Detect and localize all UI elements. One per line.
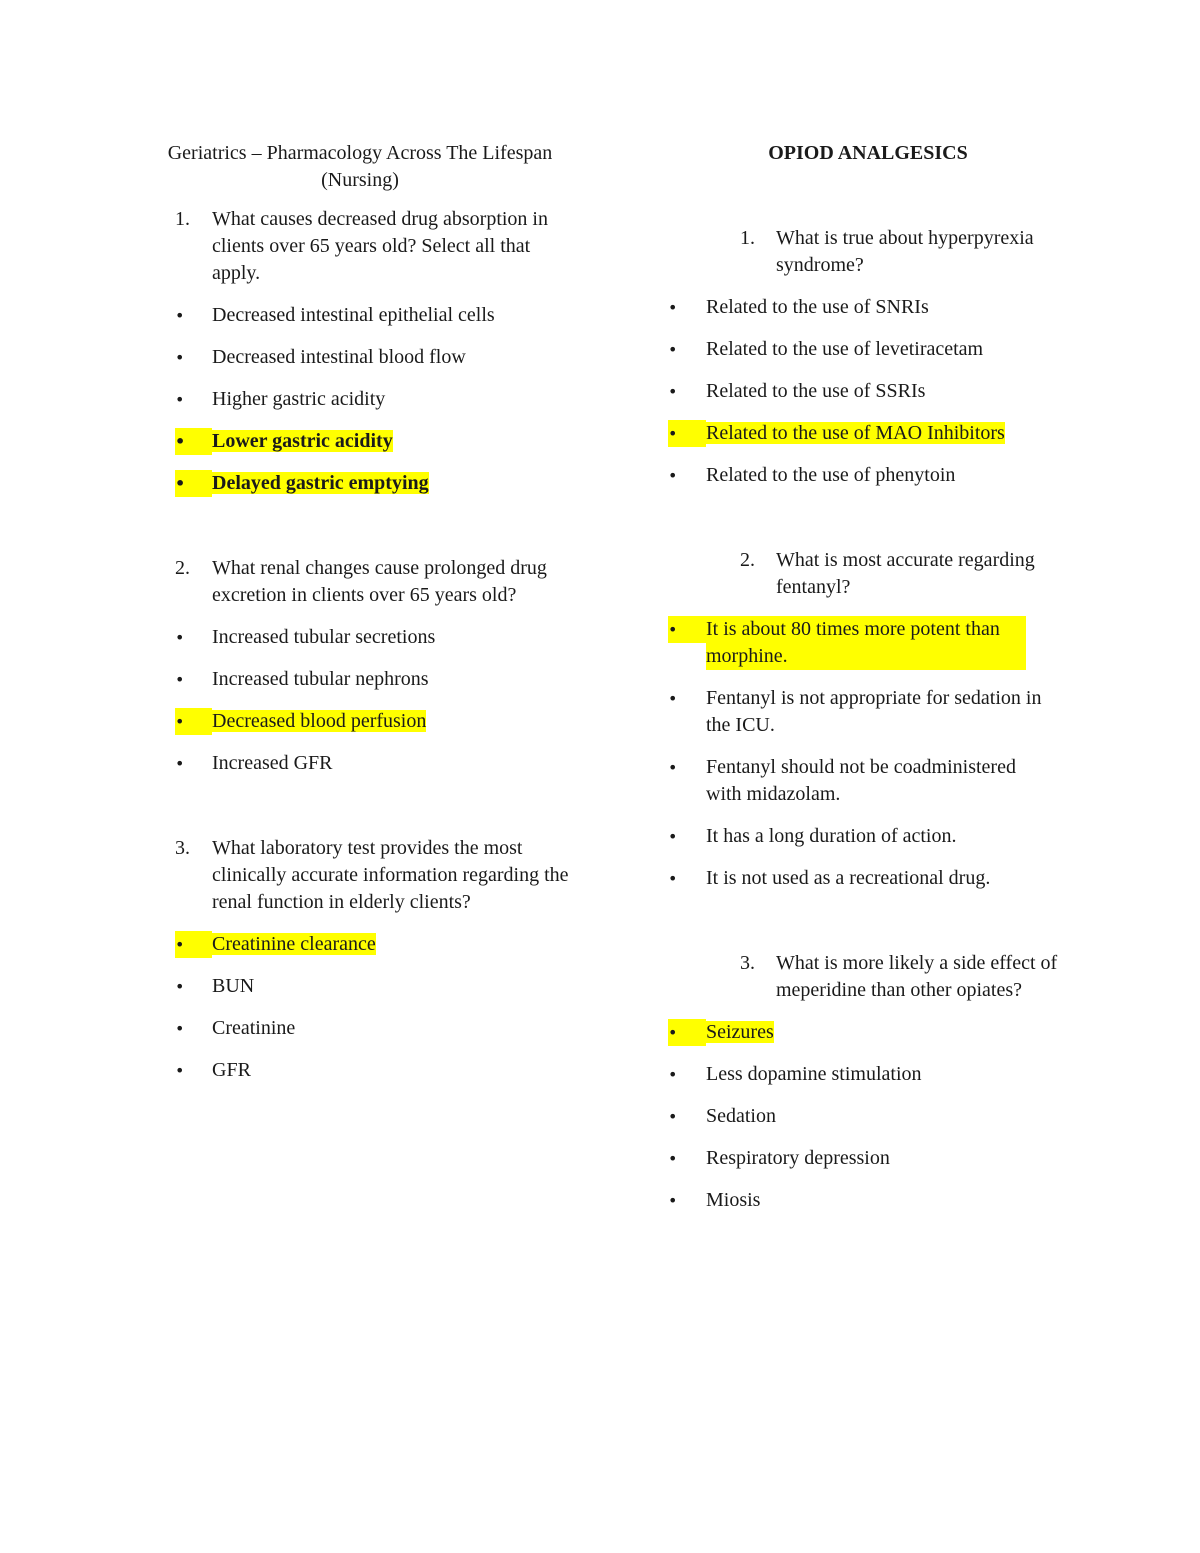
bullet-icon: • xyxy=(668,382,678,401)
bullet-icon: • xyxy=(175,1061,185,1080)
right-question-3: 3. What is more likely a side effect of meperidine than other opiates? xyxy=(740,952,1058,1001)
bullet-icon: • xyxy=(668,1019,706,1046)
list-item: • Increased tubular secretions xyxy=(145,624,575,651)
list-item: • It is not used as a recreational drug. xyxy=(668,865,1068,892)
bullet-icon: • xyxy=(668,869,678,888)
list-item: • BUN xyxy=(145,973,575,1000)
list-item: • GFR xyxy=(145,1057,575,1084)
bullet-icon: • xyxy=(668,758,678,777)
right-question-2: 2. What is most accurate regarding fentanyl? xyxy=(740,549,1035,598)
list-item: • Less dopamine stimulation xyxy=(668,1061,1068,1088)
bullet-icon: • xyxy=(668,420,706,447)
left-column xyxy=(145,140,575,1084)
bullet-icon: • xyxy=(668,689,678,708)
list-item: • Related to the use of SNRIs xyxy=(668,294,1068,321)
left-question-2: 2. What renal changes cause prolonged drug excretion in clients over 65 years old? xyxy=(175,557,547,606)
bullet-icon: • xyxy=(175,628,185,647)
bullet-icon: • xyxy=(175,670,185,689)
left-question-1: 1. What causes decreased drug absorption in clients over 65 years old? Select all that apply. xyxy=(175,208,548,284)
list-item-highlighted: • Decreased blood perfusion xyxy=(145,708,575,735)
bullet-icon: • xyxy=(668,1065,678,1084)
bullet-icon: • xyxy=(175,470,212,497)
right-column xyxy=(668,140,1068,1214)
bullet-icon: • xyxy=(175,428,212,455)
list-item: • Sedation xyxy=(668,1103,1068,1130)
bullet-icon: • xyxy=(668,1107,678,1126)
bullet-icon: • xyxy=(175,931,212,958)
list-item: • Increased GFR xyxy=(145,750,575,777)
bullet-icon: • xyxy=(668,827,678,846)
list-item-highlighted: • Creatinine clearance xyxy=(145,931,575,958)
list-item: • Related to the use of phenytoin xyxy=(668,462,1068,489)
bullet-icon: • xyxy=(175,754,185,773)
bullet-icon: • xyxy=(668,340,678,359)
bullet-icon: • xyxy=(668,616,706,643)
list-item: • Creatinine xyxy=(145,1015,575,1042)
left-title: Geriatrics – Pharmacology Across The Lifespan (Nursing) xyxy=(167,142,553,191)
bullet-icon: • xyxy=(668,1191,678,1210)
list-item: • Related to the use of SSRIs xyxy=(668,378,1068,405)
list-item-highlighted: • Seizures xyxy=(668,1019,1068,1046)
bullet-icon: • xyxy=(668,298,678,317)
list-item-highlighted: • Delayed gastric emptying xyxy=(145,470,575,497)
right-question-1: 1. What is true about hyperpyrexia syndrome? xyxy=(740,227,1034,276)
list-item-highlighted: • It is about 80 times more potent than morphine. xyxy=(668,616,1068,670)
list-item: • Decreased intestinal blood flow xyxy=(145,344,575,371)
list-item-highlighted: • Related to the use of MAO Inhibitors xyxy=(668,420,1068,447)
list-item: • Fentanyl should not be coadministered with midazolam. xyxy=(668,756,1016,805)
list-item: • Increased tubular nephrons xyxy=(145,666,575,693)
list-item: • Related to the use of levetiracetam xyxy=(668,336,1068,363)
bullet-icon: • xyxy=(175,977,185,996)
bullet-icon: • xyxy=(175,348,185,367)
list-item-highlighted: • Lower gastric acidity xyxy=(145,428,575,455)
bullet-icon: • xyxy=(175,708,212,735)
bullet-icon: • xyxy=(668,1149,678,1168)
list-item: • Fentanyl is not appropriate for sedation in the ICU. xyxy=(668,687,1042,736)
list-item: • Higher gastric acidity xyxy=(145,386,575,413)
right-title: OPIOD ANALGESICS xyxy=(768,142,968,164)
bullet-icon: • xyxy=(175,1019,185,1038)
bullet-icon: • xyxy=(175,390,185,409)
list-item: • Miosis xyxy=(668,1187,1068,1214)
list-item: • Decreased intestinal epithelial cells xyxy=(145,302,575,329)
list-item: • Respiratory depression xyxy=(668,1145,1068,1172)
bullet-icon: • xyxy=(175,306,185,325)
bullet-icon: • xyxy=(668,466,678,485)
left-question-3: 3. What laboratory test provides the most clinically accurate information regarding the renal function in elderly clients? xyxy=(175,837,569,913)
list-item: • It has a long duration of action. xyxy=(668,823,1068,850)
